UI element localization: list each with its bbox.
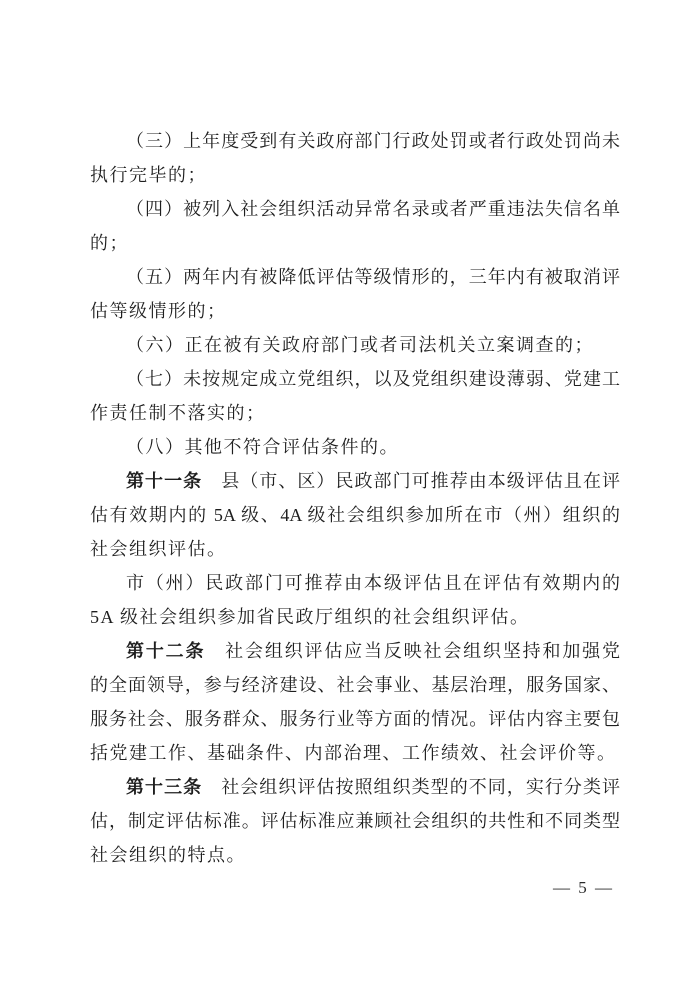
text-run: 社会组织的特点。 xyxy=(90,845,246,865)
paragraph xyxy=(90,260,620,328)
text-run: 括党建工作、基础条件、内部治理、工作绩效、社会评价等。 xyxy=(90,743,617,763)
article-number: 第十三条 xyxy=(126,777,203,797)
text-line xyxy=(90,192,620,226)
text-run: （三）上年度受到有关政府部门行政处罚或者行政处罚尚未 xyxy=(126,131,620,151)
paragraph xyxy=(90,192,620,260)
text-line xyxy=(90,566,620,600)
paragraph xyxy=(90,328,620,362)
paragraph xyxy=(90,464,620,566)
text-run: 社会组织评估按照组织类型的不同，实行分类评 xyxy=(202,777,621,797)
text-run: （七）未按规定成立党组织，以及党组织建设薄弱、党建工 xyxy=(126,369,620,389)
text-line xyxy=(90,124,620,158)
text-run: 估，制定评估标准。评估标准应兼顾社会组织的共性和不同类型 xyxy=(90,811,620,831)
text-run: （六）正在被有关政府部门或者司法机关立案调查的； xyxy=(126,335,594,355)
text-line xyxy=(90,600,620,634)
text-line xyxy=(90,430,620,464)
paragraph xyxy=(90,634,620,770)
article-number: 第十一条 xyxy=(126,471,203,491)
text-line xyxy=(90,770,620,804)
article-number: 第十二条 xyxy=(126,641,206,661)
text-run: 的； xyxy=(90,233,129,253)
text-line xyxy=(90,158,620,192)
text-line xyxy=(90,260,620,294)
text-line xyxy=(90,532,620,566)
text-run: 服务社会、服务群众、服务行业等方面的情况。评估内容主要包 xyxy=(90,709,620,729)
text-line xyxy=(90,804,620,838)
text-line xyxy=(90,396,620,430)
text-line xyxy=(90,736,620,770)
text-line xyxy=(90,498,620,532)
paragraph xyxy=(90,124,620,192)
text-line xyxy=(90,838,620,872)
paragraph xyxy=(90,566,620,634)
text-run: 作责任制不落实的； xyxy=(90,403,266,423)
text-run: （四）被列入社会组织活动异常名录或者严重违法失信名单 xyxy=(126,199,620,219)
paragraph xyxy=(90,770,620,872)
paragraph xyxy=(90,362,620,430)
text-run: 社会组织评估。 xyxy=(90,539,227,559)
text-line xyxy=(90,702,620,736)
page-number: — 5 — xyxy=(553,878,614,897)
text-run: （五）两年内有被降低评估等级情形的，三年内有被取消评 xyxy=(126,267,620,287)
text-run: 执行完毕的； xyxy=(90,165,207,185)
text-line xyxy=(90,362,620,396)
text-line xyxy=(90,668,620,702)
text-run: 5A 级社会组织参加省民政厅组织的社会组织评估。 xyxy=(90,607,530,627)
text-run: 市（州）民政部门可推荐由本级评估且在评估有效期内的 xyxy=(126,573,620,593)
text-line xyxy=(90,226,620,260)
text-run: 社会组织评估应当反映社会组织坚持和加强党 xyxy=(205,641,621,661)
text-run: 估有效期内的 5A 级、4A 级社会组织参加所在市（州）组织的 xyxy=(90,505,620,525)
text-line xyxy=(90,634,620,668)
text-run: 县（市、区）民政部门可推荐由本级评估且在评 xyxy=(202,471,621,491)
document-body xyxy=(90,124,620,872)
text-line xyxy=(90,294,620,328)
text-run: （八）其他不符合评估条件的。 xyxy=(126,437,399,457)
paragraph xyxy=(90,430,620,464)
text-line xyxy=(90,464,620,498)
text-run: 的全面领导，参与经济建设、社会事业、基层治理，服务国家、 xyxy=(90,675,620,695)
text-line xyxy=(90,328,620,362)
text-run: 估等级情形的； xyxy=(90,301,227,321)
